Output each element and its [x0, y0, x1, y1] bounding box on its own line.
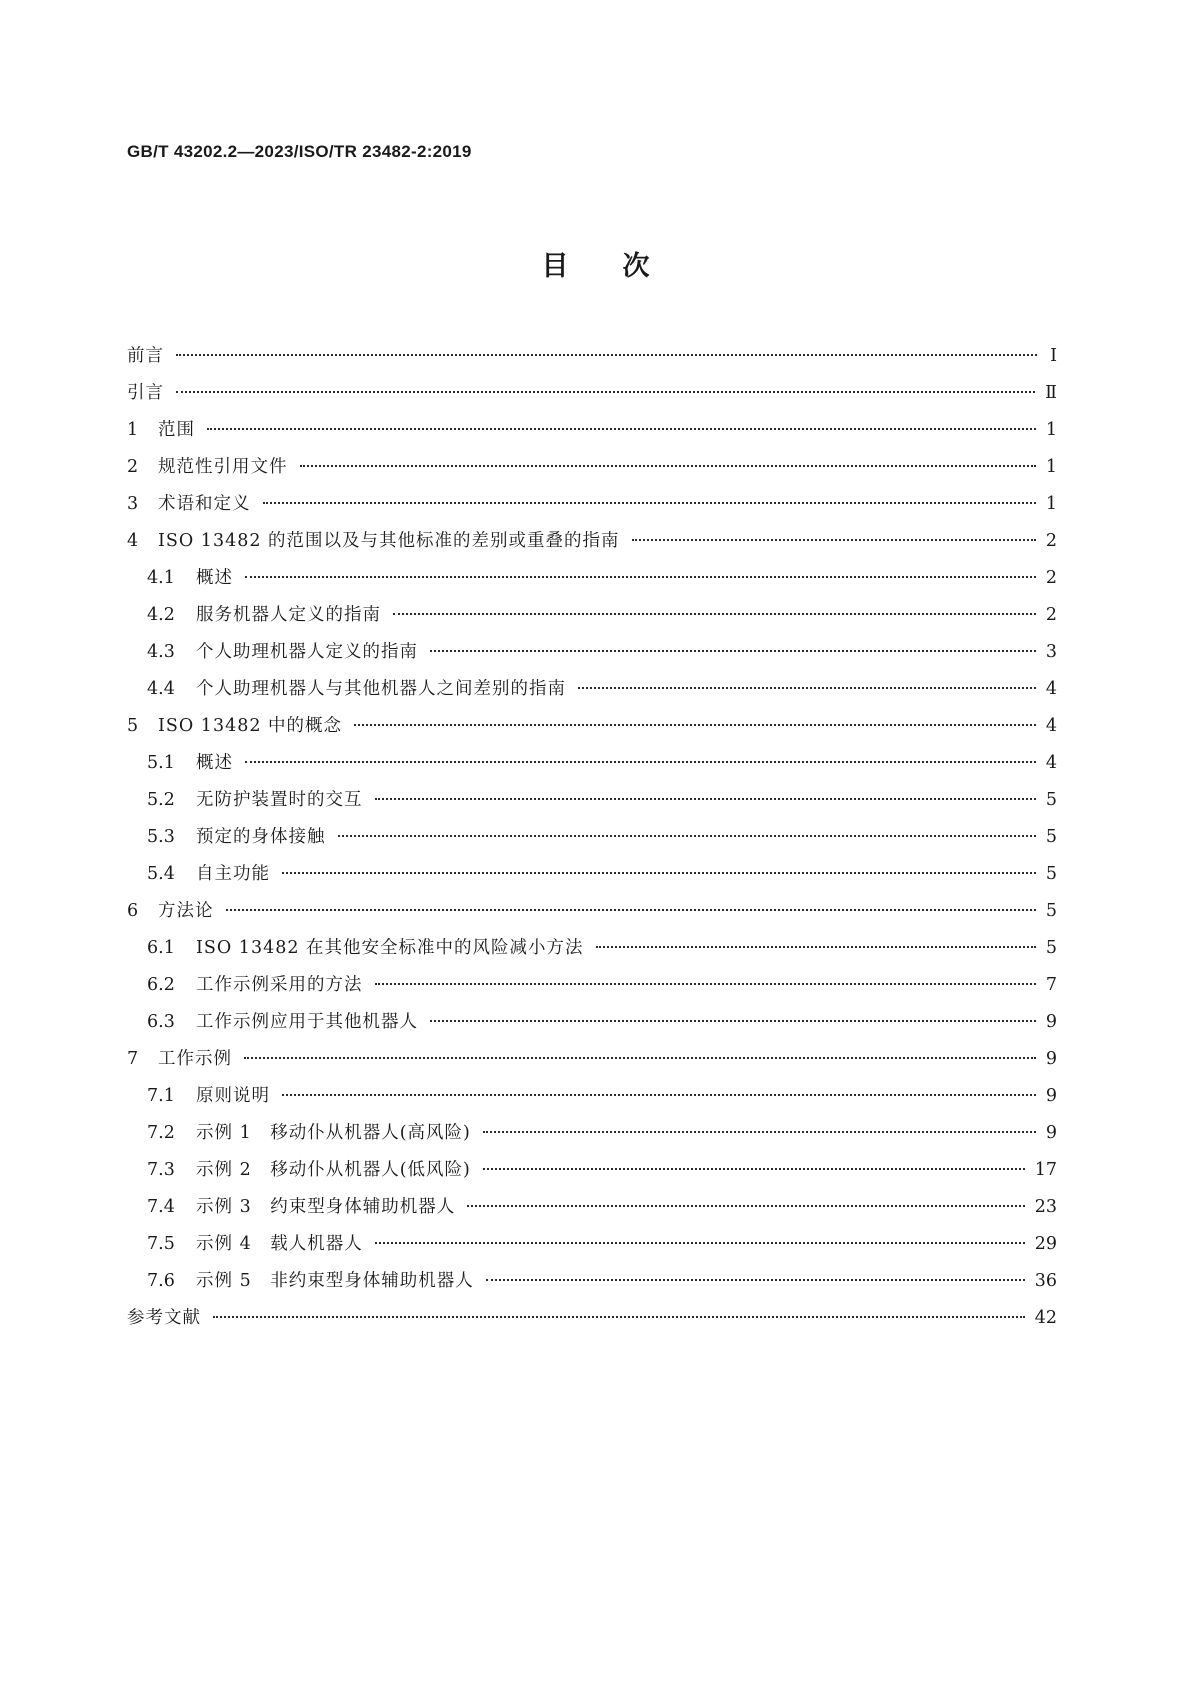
toc-entry-number: 6.2 — [147, 975, 175, 995]
toc-entry-page: 2 — [1045, 568, 1057, 588]
toc-entry[interactable] — [127, 523, 1057, 560]
toc-entry-number: 2 — [127, 457, 139, 477]
toc-entry-page: 29 — [1034, 1234, 1057, 1254]
toc-entry-page: 3 — [1045, 642, 1057, 662]
toc-entry[interactable] — [127, 856, 1057, 893]
toc-entry[interactable] — [127, 597, 1057, 634]
toc-dot-leader — [245, 760, 1036, 763]
toc-entry-label: 范围 — [158, 420, 195, 440]
toc-dot-leader — [282, 1093, 1036, 1096]
toc-dot-leader — [632, 538, 1036, 541]
toc-entry-page: 42 — [1034, 1308, 1057, 1328]
toc-entry-label: 前言 — [127, 346, 164, 366]
toc-entry-label: 概述 — [196, 753, 233, 773]
toc-entry-page: 9 — [1045, 1012, 1057, 1032]
toc-entry-label: 参考文献 — [127, 1308, 201, 1328]
toc-entry-label: 服务机器人定义的指南 — [196, 605, 381, 625]
toc-entry-page: 1 — [1045, 420, 1057, 440]
toc-entry-number: 6.3 — [147, 1012, 175, 1032]
toc-entry[interactable] — [127, 1004, 1057, 1041]
toc-entry-number: 7.5 — [147, 1234, 175, 1254]
toc-dot-leader — [375, 797, 1036, 800]
toc-entry[interactable] — [127, 486, 1057, 523]
toc-entry[interactable] — [127, 1078, 1057, 1115]
toc-dot-leader — [176, 353, 1037, 356]
toc-entry-label: 工作示例应用于其他机器人 — [196, 1012, 418, 1032]
toc-entry-page: 5 — [1045, 864, 1057, 884]
toc-entry-label: 示例 3 约束型身体辅助机器人 — [196, 1197, 456, 1217]
toc-entry[interactable] — [127, 1263, 1057, 1300]
toc-entry-page: 17 — [1034, 1160, 1057, 1180]
toc-entry-label: 无防护装置时的交互 — [196, 790, 363, 810]
toc-dot-leader — [282, 871, 1036, 874]
toc-entry-label: ISO 13482 在其他安全标准中的风险减小方法 — [196, 938, 584, 958]
toc-entry-page: 5 — [1045, 901, 1057, 921]
toc-entry[interactable] — [127, 412, 1057, 449]
toc-entry-number: 3 — [127, 494, 139, 514]
toc-dot-leader — [483, 1130, 1036, 1133]
toc-entry-page: 4 — [1045, 716, 1057, 736]
toc-entry-page: 9 — [1045, 1086, 1057, 1106]
toc-entry-page: 4 — [1045, 753, 1057, 773]
toc-entry-page: 23 — [1034, 1197, 1057, 1217]
toc-entry-number: 4.3 — [147, 642, 175, 662]
toc-dot-leader — [300, 464, 1036, 467]
toc-dot-leader — [596, 945, 1036, 948]
toc-entry-number: 4.2 — [147, 605, 175, 625]
toc-entry[interactable] — [127, 338, 1057, 375]
toc-entry-number: 7.3 — [147, 1160, 175, 1180]
toc-entry[interactable] — [127, 930, 1057, 967]
toc-entry[interactable] — [127, 1226, 1057, 1263]
toc-dot-leader — [430, 649, 1036, 652]
toc-dot-leader — [483, 1167, 1025, 1170]
toc-entry-page: 9 — [1045, 1049, 1057, 1069]
page-title: 目 次 — [541, 251, 650, 282]
toc-entry-label: 规范性引用文件 — [158, 457, 288, 477]
toc-entry-page: Ⅱ — [1045, 383, 1057, 403]
toc-entry[interactable] — [127, 1041, 1057, 1078]
toc-entry-label: 自主功能 — [196, 864, 270, 884]
toc-entry[interactable] — [127, 745, 1057, 782]
toc-entry[interactable] — [127, 1300, 1057, 1337]
toc-entry-page: 5 — [1045, 827, 1057, 847]
toc-entry[interactable] — [127, 1152, 1057, 1189]
toc-dot-leader — [354, 723, 1036, 726]
toc-entry[interactable] — [127, 967, 1057, 1004]
toc-entry-number: 5.4 — [147, 864, 175, 884]
toc-entry-label: ISO 13482 的范围以及与其他标准的差别或重叠的指南 — [158, 531, 620, 551]
table-of-contents — [127, 338, 1057, 1337]
toc-dot-leader — [430, 1019, 1036, 1022]
toc-entry-number: 5 — [127, 716, 139, 736]
toc-entry[interactable] — [127, 782, 1057, 819]
toc-entry-label: 示例 5 非约束型身体辅助机器人 — [196, 1271, 474, 1291]
toc-entry-number: 4.4 — [147, 679, 175, 699]
toc-dot-leader — [578, 686, 1036, 689]
toc-entry[interactable] — [127, 819, 1057, 856]
toc-entry-number: 7.2 — [147, 1123, 175, 1143]
toc-entry-label: 方法论 — [158, 901, 214, 921]
toc-entry-number: 4.1 — [147, 568, 175, 588]
toc-entry-number: 1 — [127, 420, 139, 440]
toc-dot-leader — [393, 612, 1036, 615]
toc-dot-leader — [244, 1056, 1036, 1059]
toc-entry[interactable] — [127, 893, 1057, 930]
toc-entry-number: 6 — [127, 901, 139, 921]
toc-entry[interactable] — [127, 560, 1057, 597]
toc-entry[interactable] — [127, 671, 1057, 708]
toc-dot-leader — [213, 1315, 1025, 1318]
toc-dot-leader — [375, 1241, 1025, 1244]
toc-entry-label: 示例 4 载人机器人 — [196, 1234, 363, 1254]
toc-dot-leader — [486, 1278, 1025, 1281]
toc-entry[interactable] — [127, 1115, 1057, 1152]
toc-entry-page: 9 — [1045, 1123, 1057, 1143]
toc-entry-number: 6.1 — [147, 938, 175, 958]
toc-entry-page: Ⅰ — [1050, 346, 1057, 366]
toc-entry-number: 7.6 — [147, 1271, 175, 1291]
document-code: GB/T 43202.2—2023/ISO/TR 23482-2:2019 — [127, 142, 472, 161]
toc-entry-page: 1 — [1045, 494, 1057, 514]
toc-dot-leader — [207, 427, 1036, 430]
toc-entry-label: 个人助理机器人与其他机器人之间差别的指南 — [196, 679, 566, 699]
toc-dot-leader — [263, 501, 1036, 504]
toc-entry-label: 示例 1 移动仆从机器人(高风险) — [196, 1123, 471, 1143]
toc-dot-leader — [176, 390, 1035, 393]
toc-entry-label: 个人助理机器人定义的指南 — [196, 642, 418, 662]
toc-entry-label: 引言 — [127, 383, 164, 403]
toc-entry-page: 1 — [1045, 457, 1057, 477]
toc-entry-label: 概述 — [196, 568, 233, 588]
toc-entry-number: 7.4 — [147, 1197, 175, 1217]
toc-entry-page: 5 — [1045, 790, 1057, 810]
toc-entry-label: 原则说明 — [196, 1086, 270, 1106]
toc-entry[interactable] — [127, 375, 1057, 412]
toc-entry-number: 7 — [127, 1049, 139, 1069]
toc-entry-page: 2 — [1045, 531, 1057, 551]
toc-entry-page: 2 — [1045, 605, 1057, 625]
toc-dot-leader — [375, 982, 1036, 985]
toc-entry-number: 5.2 — [147, 790, 175, 810]
toc-dot-leader — [245, 575, 1036, 578]
toc-dot-leader — [467, 1204, 1025, 1207]
toc-entry[interactable] — [127, 449, 1057, 486]
toc-entry-page: 7 — [1045, 975, 1057, 995]
toc-dot-leader — [338, 834, 1036, 837]
toc-entry-page: 36 — [1034, 1271, 1057, 1291]
toc-entry-number: 5.3 — [147, 827, 175, 847]
toc-entry-label: ISO 13482 中的概念 — [158, 716, 343, 736]
toc-entry[interactable] — [127, 708, 1057, 745]
toc-entry-page: 4 — [1045, 679, 1057, 699]
toc-entry-number: 4 — [127, 531, 139, 551]
toc-entry-label: 工作示例 — [158, 1049, 232, 1069]
toc-entry[interactable] — [127, 1189, 1057, 1226]
toc-entry-number: 7.1 — [147, 1086, 175, 1106]
toc-entry-label: 工作示例采用的方法 — [196, 975, 363, 995]
toc-entry[interactable] — [127, 634, 1057, 671]
toc-dot-leader — [226, 908, 1036, 911]
toc-entry-label: 术语和定义 — [158, 494, 251, 514]
toc-entry-page: 5 — [1045, 938, 1057, 958]
toc-entry-number: 5.1 — [147, 753, 175, 773]
toc-entry-label: 预定的身体接触 — [196, 827, 326, 847]
toc-entry-label: 示例 2 移动仆从机器人(低风险) — [196, 1160, 471, 1180]
